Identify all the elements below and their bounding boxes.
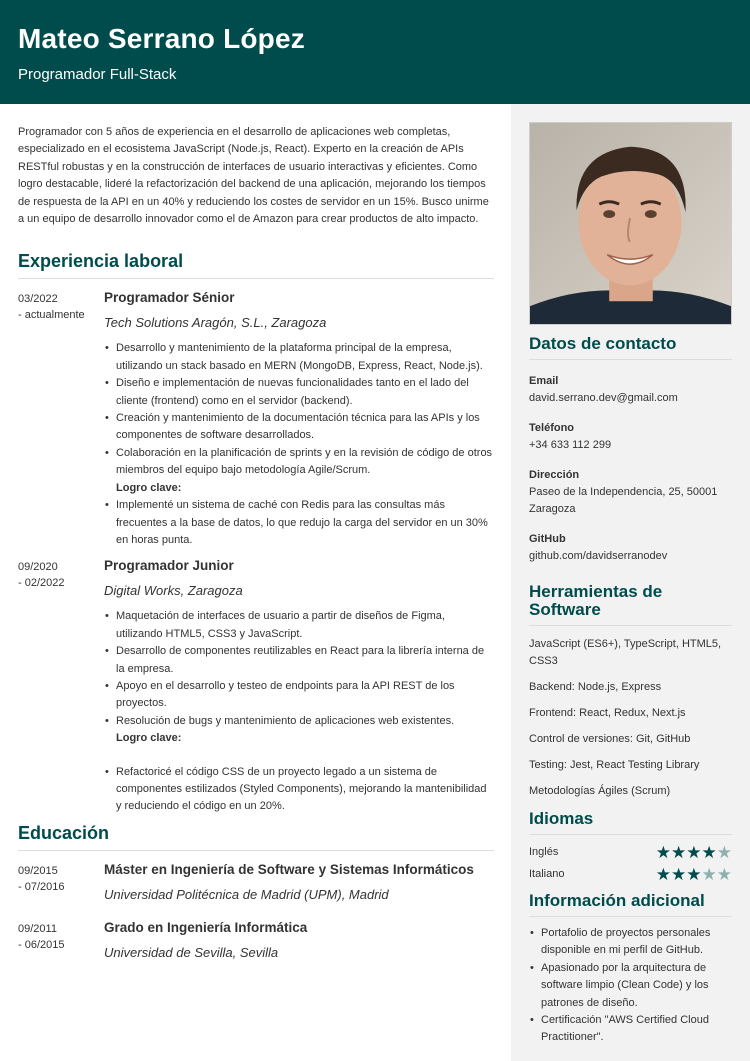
star-filled-icon: ★ [671,843,687,862]
job-bullets [104,340,494,479]
key-achievement-bullet: • Refactoricé el código CSS de un proyecto legado a un sistema de componentes estilizados (Styled Components), mejorando la mantenibilidad y reduciendo el código en un 20%. [104,764,494,816]
key-achievement-label: Logro clave: [116,732,182,745]
job-bullets [104,608,494,730]
candidate-role: Programador Full-Stack [18,66,177,83]
profile-summary: Programador con 5 años de experiencia en el desarrollo de aplicaciones web completas, especializado en el ecosistema JavaScript (Node.js, React). Experto en la creación de APIs RESTful robustas y en la construcción de interfaces de usuario interactivas y eficientes. Como logro destacable, lideré la refactorización del backend de una aplicación, mejorando los tiempos de respuesta de la API en un 40% y reduciendo los costes de servidor en un 15%. Busco unirme a un equipo de desarrollo innovador como el de Amazon para crear productos de alto impacto. [18,126,489,226]
candidate-name: Mateo Serrano López [18,23,305,54]
job-date-start: 09/2020 [18,561,58,574]
job-entry [18,557,494,815]
tool-item: Testing: Jest, React Testing Library [529,759,700,771]
tool-item: Backend: Node.js, Express [529,681,662,693]
tool-item: Metodologías Ágiles (Scrum) [529,785,671,797]
education-date-start: 09/2011 [18,922,57,935]
education-date-end: - 07/2016 [18,880,65,893]
star-filled-icon: ★ [686,843,702,862]
star-filled-icon: ★ [671,865,687,884]
address-label: Dirección [529,469,580,481]
job-bullet: • Creación y mantenimiento de la documentación técnica para las APIs y los componentes de software desarrollados. [104,410,494,445]
job-date-end: - actualmente [18,309,85,322]
job-dates [18,557,104,815]
languages-section-title: Idiomas [529,810,732,835]
additional-info-item: • Apasionado por la arquitectura de software limpio (Clean Code) y los patrones de diseño. [529,960,732,1012]
education-entry [18,919,494,961]
language-row [529,844,732,861]
education-dates [18,919,104,961]
email-value[interactable]: david.serrano.dev@gmail.com [529,392,678,404]
education-dates [18,861,104,903]
language-row [529,866,732,883]
star-filled-icon: ★ [655,843,671,862]
school-name: Universidad de Sevilla, Sevilla [104,944,279,960]
star-filled-icon: ★ [701,843,717,862]
job-bullet: • Maquetación de interfaces de usuario a partir de diseños de Figma, utilizando HTML5, CSS3 y JavaScript. [104,608,494,643]
key-achievement-bullet: • Implementé un sistema de caché con Redis para las consultas más frecuentes a la base de datos, lo que redujo la carga del servidor en un 30% en horas punta. [104,497,494,549]
star-filled-icon: ★ [655,865,671,884]
address-value: Paseo de la Independencia, 25, 50001 Zaragoza [529,486,718,515]
additional-info-section-title: Información adicional [529,892,732,917]
email-label: Email [529,375,559,387]
additional-info-list [529,925,732,1047]
github-label: GitHub [529,533,566,545]
phone-label: Teléfono [529,422,575,434]
phone-value: +34 633 112 299 [529,439,612,451]
star-filled-icon: ★ [686,865,702,884]
education-entry [18,861,494,903]
job-bullet: • Apoyo en el desarrollo y testeo de endpoints para la API REST de los proyectos. [104,678,494,713]
education-date-start: 09/2015 [18,864,58,877]
language-name: Italiano [529,868,565,880]
job-bullet: • Resolución de bugs y mantenimiento de aplicaciones web existentes. [104,713,494,730]
github-value[interactable]: github.com/davidserranodev [529,550,668,562]
resume-header [0,0,750,104]
star-empty-icon: ★ [716,843,732,862]
language-name: Inglés [529,846,559,858]
profile-photo [529,122,732,325]
additional-info-item: • Certificación "AWS Certified Cloud Practitioner". [529,1012,732,1047]
experience-section-title: Experiencia laboral [18,250,494,279]
job-bullet: • Colaboración en la planificación de sprints y en la revisión de código de otros miembros del equipo bajo metodología Agile/Scrum. [104,445,494,480]
main-column [18,104,494,961]
job-dates [18,289,104,549]
language-rating-stars [656,866,732,883]
job-company: Digital Works, Zaragoza [104,583,243,599]
key-achievement-label: Logro clave: [116,481,182,494]
key-achievement-bullets [104,764,494,816]
tool-item: Control de versiones: Git, GitHub [529,733,691,745]
tool-item: Frontend: React, Redux, Next.js [529,707,686,719]
job-bullet: • Diseño e implementación de nuevas funcionalidades tanto en el lado del cliente (frontend) como en el servidor (backend). [104,375,494,410]
tools-section-title: Herramientas de Software [529,583,732,626]
job-title: Programador Junior [104,558,234,574]
language-rating-stars [656,844,732,861]
star-empty-icon: ★ [716,865,732,884]
job-bullet: • Desarrollo de componentes reutilizables en React para la librería interna de la empresa. [104,643,494,678]
education-date-end: - 06/2015 [18,938,65,951]
additional-info-item: • Portafolio de proyectos personales disponible en mi perfil de GitHub. [529,925,732,960]
job-company: Tech Solutions Aragón, S.L., Zaragoza [104,315,327,331]
star-empty-icon: ★ [701,865,717,884]
job-entry [18,289,494,549]
job-date-start: 03/2022 [18,293,58,306]
education-section-title: Educación [18,822,494,851]
job-title: Programador Sénior [104,290,235,306]
tool-item: JavaScript (ES6+), TypeScript, HTML5, CSS3 [529,638,722,667]
contact-section-title: Datos de contacto [529,335,732,360]
school-name: Universidad Politécnica de Madrid (UPM), Madrid [104,886,389,902]
degree-title: Grado en Ingeniería Informática [104,919,308,935]
sidebar [511,104,750,1061]
degree-title: Máster en Ingeniería de Software y Sistemas Informáticos [104,861,474,877]
job-date-end: - 02/2022 [18,577,65,590]
job-bullet: • Desarrollo y mantenimiento de la plataforma principal de la empresa, utilizando un stack basado en MERN (MongoDB, Express, React, Node.js). [104,340,494,375]
key-achievement-bullets [104,497,494,549]
